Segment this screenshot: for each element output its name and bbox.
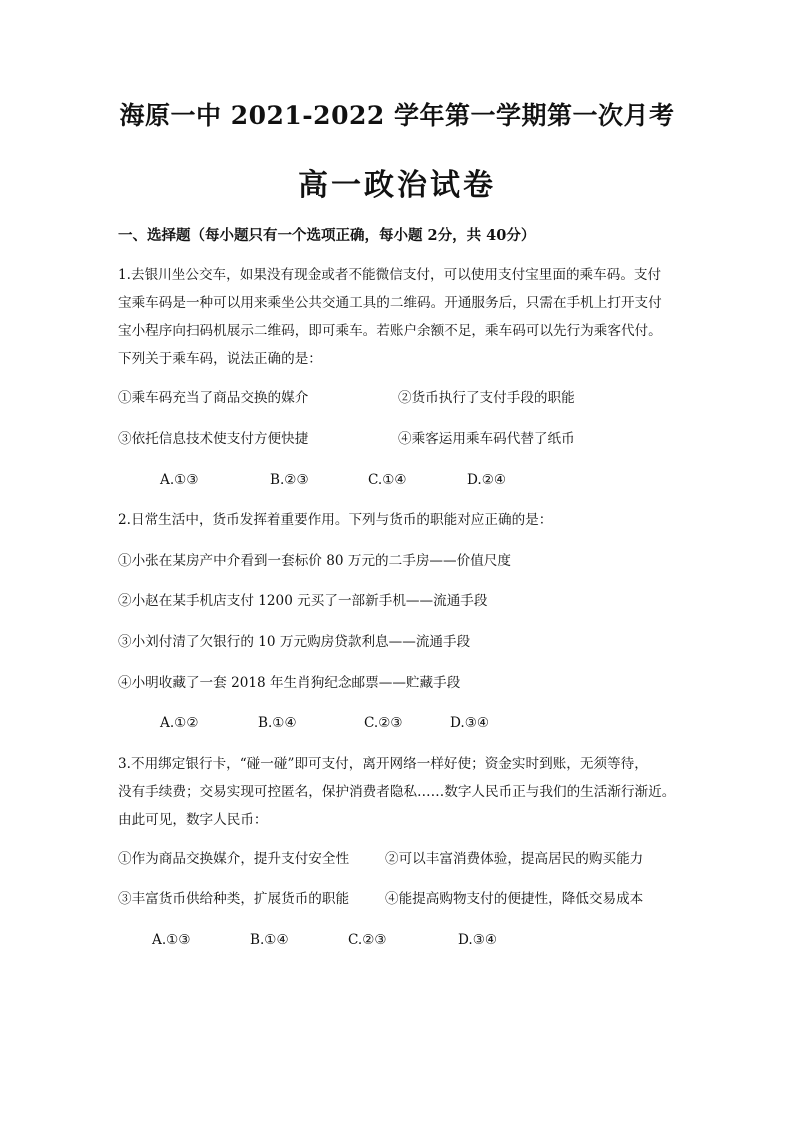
q1-stem-line: 1.去银川坐公交车，如果没有现金或者不能微信支付，可以使用支付宝里面的乘车码。支付 — [118, 267, 662, 283]
q1-choice-a: A.①③ — [160, 472, 199, 488]
q2-item: ④小明收藏了一套 2018 年生肖狗纪念邮票——贮藏手段 — [118, 675, 461, 691]
q3-stem-line: 3.不用绑定银行卡，“碰一碰”即可支付，离开网络一样好使；资金实时到账，无须等待， — [118, 756, 648, 772]
exam-title: 海原一中 2021-2022 学年第一学期第一次月考 — [119, 101, 675, 130]
q3-choice-b: B.①④ — [250, 932, 289, 948]
q2-choice-b: B.①④ — [258, 715, 297, 731]
q2-item: ②小赵在某手机店支付 1200 元买了一部新手机——流通手段 — [118, 593, 488, 609]
q3-stem-line: 由此可见，数字人民币： — [118, 812, 268, 828]
q1-stem-line: 下列关于乘车码，说法正确的是： — [118, 351, 322, 367]
q3-choice-c: C.②③ — [348, 932, 387, 948]
q2-item: ①小张在某房产中介看到一套标价 80 万元的二手房——价值尺度 — [118, 553, 511, 569]
section-heading: 一、选择题（每小题只有一个选项正确，每小题 2分，共 40分） — [118, 227, 536, 244]
q2-choice-c: C.②③ — [364, 715, 403, 731]
q1-item: ①乘车码充当了商品交换的媒介 — [118, 390, 309, 406]
q3-choice-a: A.①③ — [152, 932, 191, 948]
q1-choice-d: D.②④ — [467, 472, 507, 488]
q3-stem-line: 没有手续费；交易实现可控匿名，保护消费者隐私……数字人民币正与我们的生活渐行渐近。 — [118, 784, 676, 800]
q1-stem-line: 宝乘车码是一种可以用来乘坐公共交通工具的二维码。开通服务后，只需在手机上打开支付 — [118, 295, 662, 311]
q2-item: ③小刘付清了欠银行的 10 万元购房贷款利息——流通手段 — [118, 634, 471, 650]
q1-choice-c: C.①④ — [368, 472, 407, 488]
q3-item: ④能提高购物支付的便捷性，降低交易成本 — [385, 891, 644, 907]
q1-item: ④乘客运用乘车码代替了纸币 — [398, 431, 575, 447]
q1-item: ③依托信息技术使支付方便快捷 — [118, 431, 309, 447]
exam-subtitle: 高一政治试卷 — [298, 168, 496, 203]
q3-choice-d: D.③④ — [458, 932, 498, 948]
q1-choice-b: B.②③ — [270, 472, 309, 488]
q1-item: ②货币执行了支付手段的职能 — [398, 390, 575, 406]
q1-stem-line: 宝小程序向扫码机展示二维码，即可乘车。若账户余额不足，乘车码可以先行为乘客代付。 — [118, 323, 662, 339]
q3-item: ③丰富货币供给种类，扩展货币的职能 — [118, 891, 350, 907]
q2-choice-d: D.③④ — [450, 715, 490, 731]
q2-stem-line: 2.日常生活中，货币发挥着重要作用。下列与货币的职能对应正确的是： — [118, 512, 553, 528]
q3-item: ①作为商品交换媒介，提升支付安全性 — [118, 851, 350, 867]
q3-item: ②可以丰富消费体验，提高居民的购买能力 — [385, 851, 644, 867]
q2-choice-a: A.①② — [160, 715, 199, 731]
